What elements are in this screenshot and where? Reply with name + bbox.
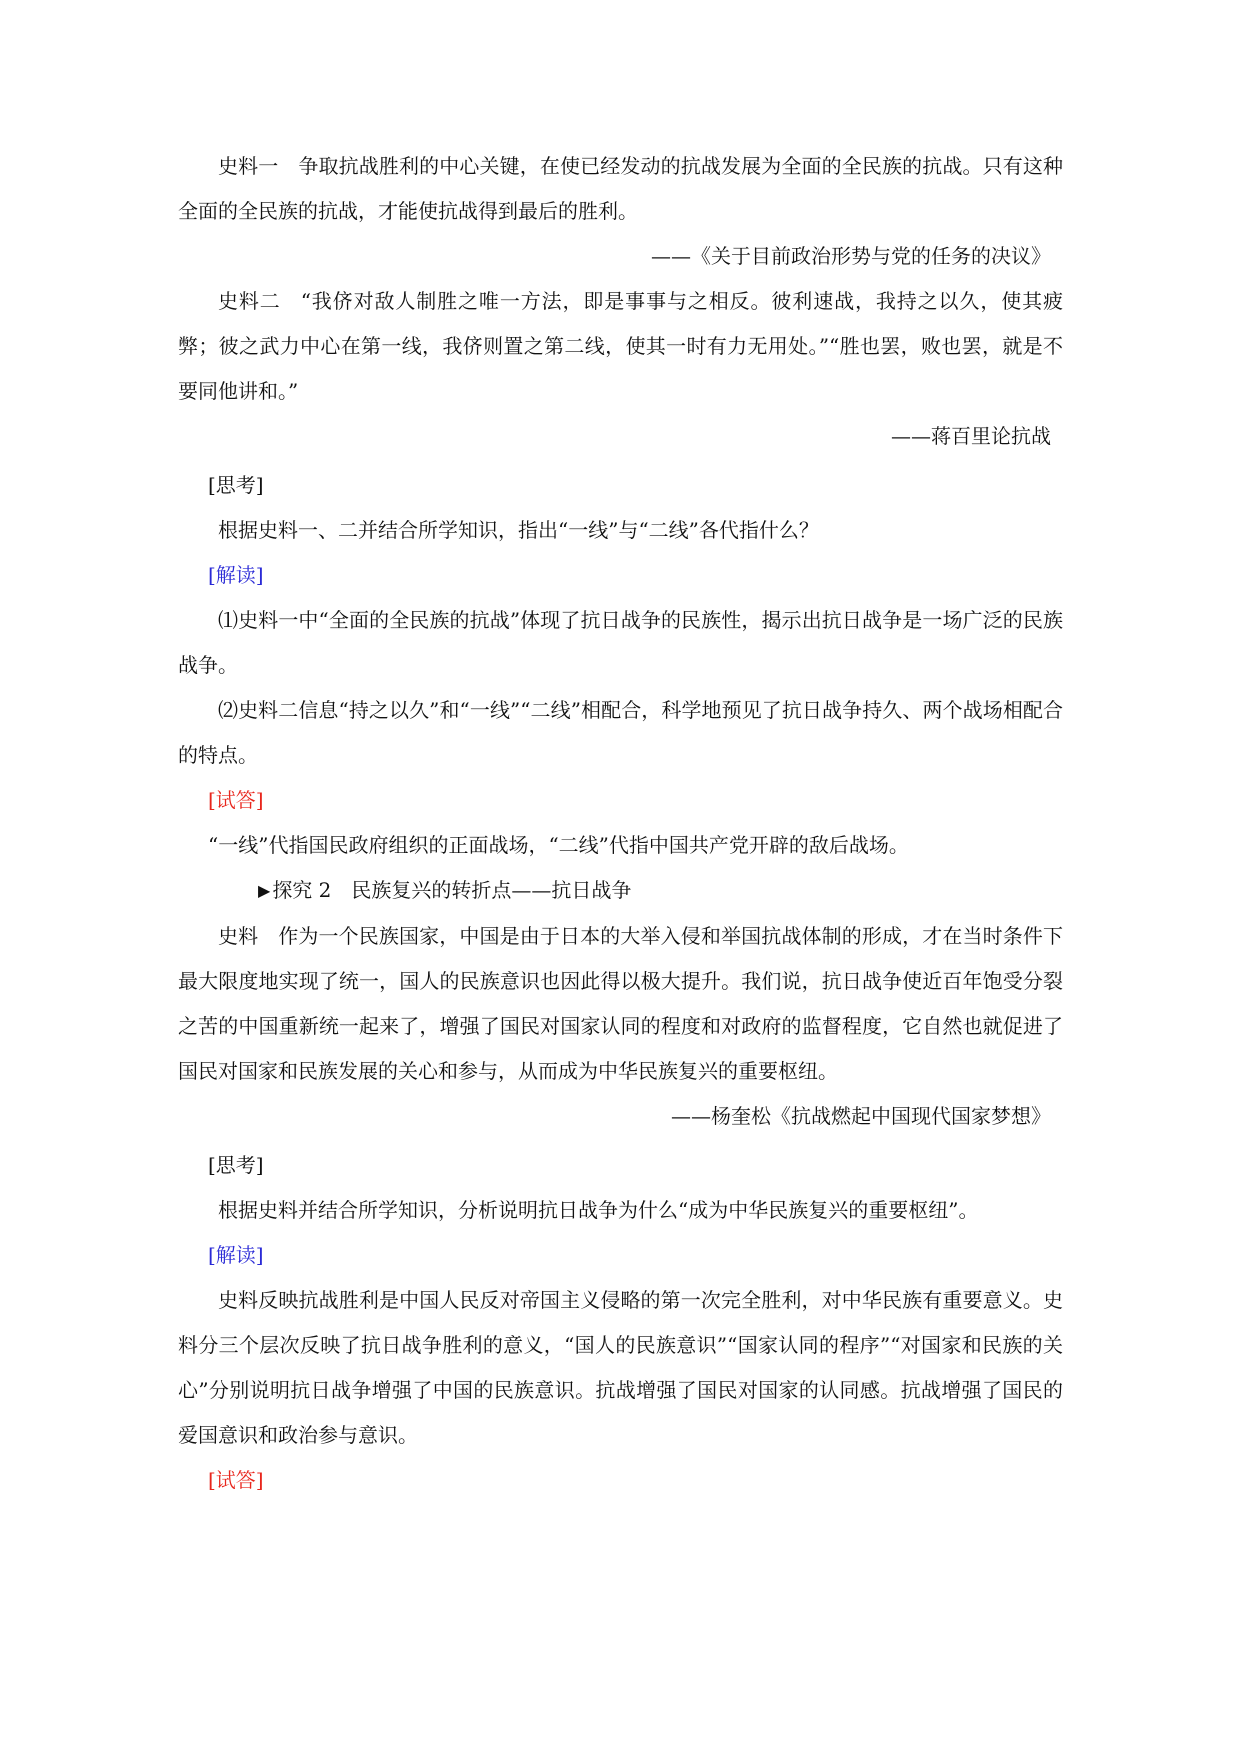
document-content	[178, 144, 1063, 1503]
source-one-text: 争取抗战胜利的中心关键，在使已经发动的抗战发展为全面的全民族的抗战。只有这种全面的全民族的抗战，才能使抗战得到最后的胜利。	[178, 154, 1063, 223]
section-two-source-citation: ——杨奎松《抗战燃起中国现代国家梦想》	[671, 1104, 1051, 1128]
interpret-label-2: [解读]	[208, 1243, 264, 1267]
question-2: 根据史料并结合所学知识，分析说明抗日战争为什么“成为中华民族复兴的重要枢纽”。	[218, 1198, 979, 1222]
answer-label-2: [试答]	[208, 1468, 264, 1492]
source-one-label: 史料一	[218, 154, 279, 178]
section-two-title-text: 探究 2 民族复兴的转折点——抗日战争	[272, 878, 632, 902]
triangle-arrow-icon: ▶	[258, 881, 271, 900]
section-two-source-paragraph	[178, 914, 1063, 1094]
think-label-2: [思考]	[208, 1153, 264, 1177]
section-two-title	[178, 868, 1063, 914]
think-label-1: [思考]	[208, 473, 264, 497]
source-one-paragraph	[178, 144, 1063, 234]
interpret-1-point-1: ⑴史料一中“全面的全民族的抗战”体现了抗日战争的民族性，揭示出抗日战争是一场广泛的民族战争。	[178, 608, 1063, 677]
section-two-source-label: 史料	[218, 924, 259, 948]
answer-label-1: [试答]	[208, 788, 264, 812]
source-two-text: “我侪对敌人制胜之唯一方法，即是事事与之相反。彼利速战，我持之以久，使其疲弊；彼之武力中心在第一线，我侪则置之第二线，使其一时有力无用处。”“胜也罢，败也罢，就是不要同他讲和。”	[178, 289, 1064, 403]
source-one-citation: ——《关于目前政治形势与党的任务的决议》	[651, 244, 1051, 268]
answer-1: “一线”代指国民政府组织的正面战场，“二线”代指中国共产党开辟的敌后战场。	[208, 833, 909, 857]
interpret-label-1: [解读]	[208, 563, 264, 587]
section-two-source-text: 作为一个民族国家，中国是由于日本的大举入侵和举国抗战体制的形成，才在当时条件下最大限度地实现了统一，国人的民族意识也因此得以极大提升。我们说，抗日战争使近百年饱受分裂之苦的中国重新统一起来了，增强了国民对国家认同的程度和对政府的监督程度，它自然也就促进了国民对国家和民族发展的关心和参与，从而成为中华民族复兴的重要枢纽。	[178, 924, 1063, 1083]
interpret-2: 史料反映抗战胜利是中国人民反对帝国主义侵略的第一次完全胜利，对中华民族有重要意义。史料分三个层次反映了抗日战争胜利的意义，“国人的民族意识”“国家认同的程序”“对国家和民族的关心”分别说明抗日战争增强了中国的民族意识。抗战增强了国民对国家的认同感。抗战增强了国民的爱国意识和政治参与意识。	[178, 1288, 1063, 1447]
source-two-paragraph	[178, 279, 1063, 414]
interpret-1-point-2: ⑵史料二信息“持之以久”和“一线”“二线”相配合，科学地预见了抗日战争持久、两个战场相配合的特点。	[178, 698, 1063, 767]
source-two-citation: ——蒋百里论抗战	[891, 424, 1051, 448]
source-two-label: 史料二	[218, 289, 281, 313]
question-1: 根据史料一、二并结合所学知识，指出“一线”与“二线”各代指什么？	[218, 518, 819, 542]
